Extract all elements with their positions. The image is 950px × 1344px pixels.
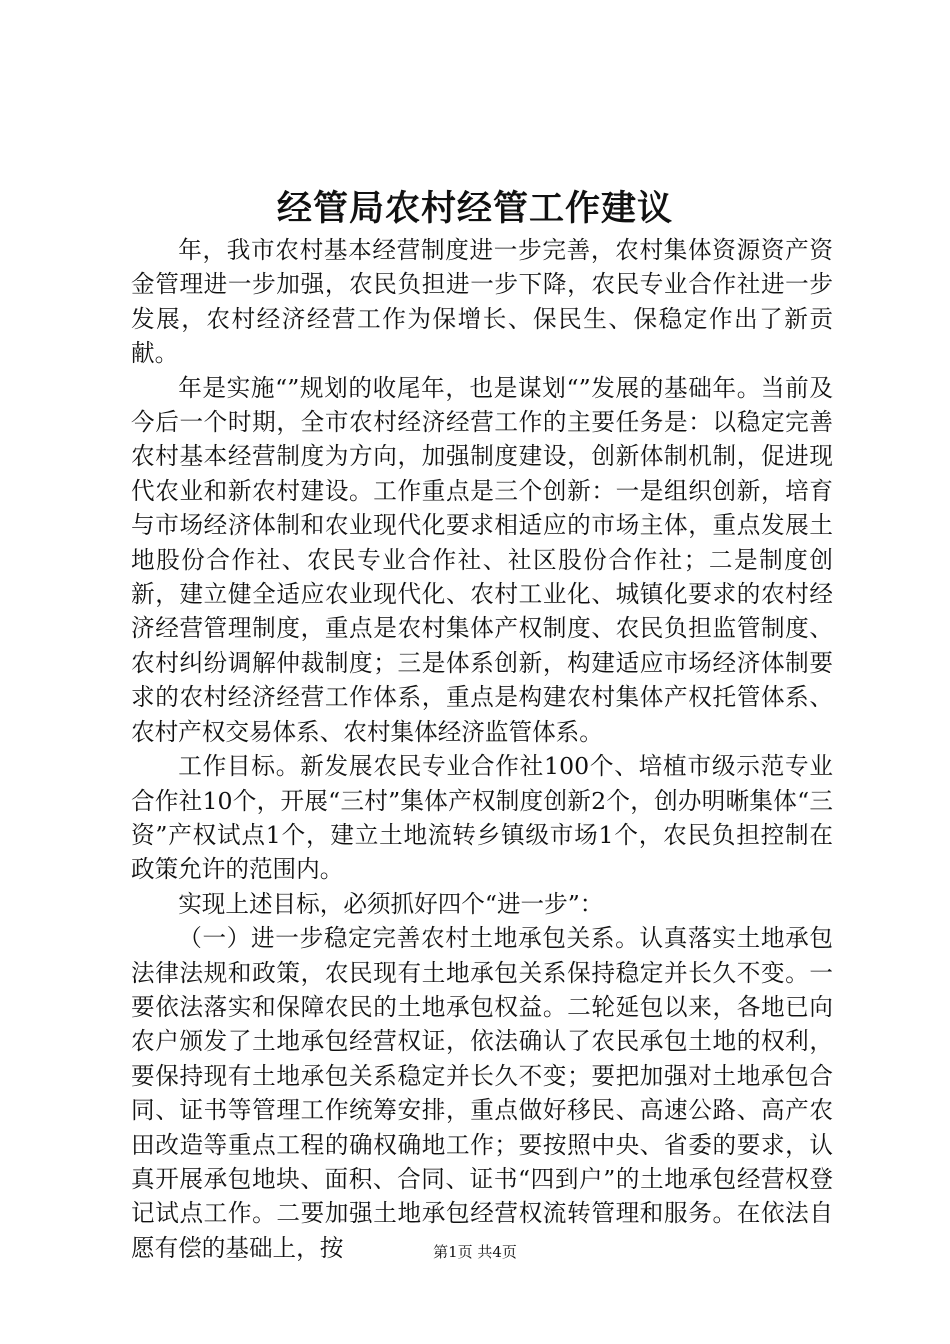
paragraph: （一）进一步稳定完善农村土地承包关系。认真落实土地承包法律法规和政策，农民现有土地承包关系保持稳定并长久不变。一要依法落实和保障农民的土地承包权益。二轮延包以来，各地已向农户颁发了土地承包经营权证，依法确认了农民承包土地的权利，要保持现有土地承包关系稳定并长久不变；要把加强对土地承包合同、证书等管理工作统筹安排，重点做好移民、高速公路、高产农田改造等重点工程的确权确地工作；要按照中央、省委的要求，认真开展承包地块、面积、合同、证书“四到户”的土地承包经营权登记试点工作。二要加强土地承包经营权流转管理和服务。在依法自愿有偿的基础上，按: [131, 924, 833, 1262]
page-title: 经管局农村经管工作建议: [276, 188, 673, 229]
paragraph: 工作目标。新发展农民专业合作社100个、培植市级示范专业合作社10个，开展“三村”集体产权制度创新2个，创办明晰集体“三资”产权试点1个，建立土地流转乡镇级市场1个，农民负担控制在政策允许的范围内。: [131, 752, 833, 884]
paragraph: 实现上述目标，必须抓好四个“进一步”：: [178, 889, 604, 918]
paragraph: 年是实施“”规划的收尾年，也是谋划“”发展的基础年。当前及今后一个时期，全市农村经济经营工作的主要任务是：以稳定完善农村基本经营制度为方向，加强制度建设，创新体制机制，促进现代农业和新农村建设。工作重点是三个创新：一是组织创新，培育与市场经济体制和农业现代化要求相适应的市场主体，重点发展土地股份合作社、农民专业合作社、社区股份合作社；二是制度创新，建立健全适应农业现代化、农村工业化、城镇化要求的农村经济经营管理制度，重点是农村集体产权制度、农民负担监管制度、农村纠纷调解仲裁制度；三是体系创新，构建适应市场经济体制要求的农村经济经营工作体系，重点是构建农村集体产权托管体系、农村产权交易体系、农村集体经济监管体系。: [131, 373, 833, 746]
page-footer: 第1页 共4页: [433, 1243, 517, 1261]
paragraph: 年，我市农村基本经营制度进一步完善，农村集体资源资产资金管理进一步加强，农民负担进一步下降，农民专业合作社进一步发展，农村经济经营工作为保增长、保民生、保稳定作出了新贡献。: [131, 236, 833, 368]
document-body: [131, 233, 833, 1265]
